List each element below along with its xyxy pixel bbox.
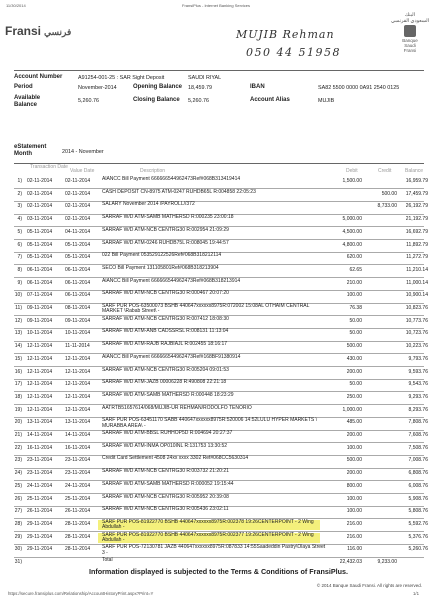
balance: 11,272.79 [406, 254, 428, 261]
description: SARF PUR POS-63500073 BSHB 440647xxxxxx8975R:072002 15:08AL OTHAIM CENTRAL MARKET \Rabab Street\ - [102, 303, 310, 315]
table-row [10, 405, 430, 417]
description: SARRAF W/D ATM-NCB CENTRG30 R:005952 20:39:08 [102, 493, 229, 500]
transaction-date: 12-11-2014 [27, 343, 53, 350]
value-date: 24-11-2014 [65, 482, 91, 489]
print-header [0, 2, 437, 10]
value-date: 23-11-2014 [65, 470, 91, 477]
debit: 800.00 [346, 482, 362, 489]
balance: 9,543.76 [408, 381, 428, 388]
value-date: 04-11-2014 [65, 228, 91, 235]
debit: 100.00 [346, 495, 362, 502]
row-number: 23) [14, 457, 22, 464]
value-date: 02-11-2014 [65, 216, 91, 223]
row-number: 27) [14, 508, 22, 515]
header-balance: Balance [405, 168, 424, 174]
transaction-date: 24-11-2014 [27, 482, 53, 489]
debit: 485.00 [346, 419, 362, 426]
transaction-date: 02-11-2014 [27, 178, 53, 184]
value-date: 26-11-2014 [65, 508, 91, 515]
transaction-date: 02-11-2014 [27, 190, 53, 197]
balance: 5,376.76 [408, 533, 428, 540]
print-date: 11/30/2014 [6, 3, 26, 8]
value-date: 06-11-2014 [65, 266, 91, 273]
value-date: 14-11-2014 [65, 432, 91, 438]
description: SECO Bill Payment 131105801Ref#068B318213904 [102, 264, 219, 271]
value-date: 11-11-2014 [65, 343, 90, 350]
transaction-date: 02-11-2014 [27, 203, 53, 210]
table-row [10, 367, 430, 379]
transaction-date: 05-11-2014 [27, 228, 53, 235]
description: AlANCC Bill Payment 666666544962473Ref#068B318213914 [102, 277, 241, 284]
value-date: 28-11-2014 [65, 533, 91, 540]
transaction-date: 10-11-2014 [27, 330, 53, 337]
balance: 26,192.79 [405, 203, 428, 210]
transaction-date: 07-11-2014 [27, 292, 53, 299]
bank-name-en-1: Banque [402, 38, 418, 43]
header-description: Description [140, 168, 166, 174]
bank-logo [389, 12, 431, 53]
balance: 16,692.79 [405, 228, 428, 235]
table-row [10, 468, 430, 480]
table-row [10, 417, 430, 429]
balance: 7,808.76 [408, 419, 428, 426]
value-date: 05-11-2014 [65, 254, 91, 261]
description: AlANCC Bill Payment 666666544962473Ref#068B313419414 [102, 176, 241, 182]
divider [14, 163, 424, 164]
handwritten-phone: 050 44 51958 [246, 46, 341, 59]
balance: 17,459.79 [405, 190, 428, 197]
table-row [10, 430, 430, 442]
value-date: 02-11-2014 [65, 178, 91, 184]
table-row [10, 392, 430, 404]
header-value-date: Value Date [70, 168, 95, 174]
description: SARRAF W/D ATM-NCB CENTRG30 R:003732 21:20:21 [102, 468, 229, 475]
opening-balance-value: 18,459.79 [188, 85, 212, 91]
row-number: 10) [14, 292, 22, 299]
table-row [10, 544, 430, 556]
description: SARRAF W/D ATM-NCB CENTRG30 R:000467 20:07:20 [102, 290, 229, 297]
debit: 76.38 [349, 305, 362, 311]
table-row [10, 214, 430, 226]
transaction-date: 12-11-2014 [27, 355, 53, 362]
table-row [10, 443, 430, 455]
transaction-date: 06-11-2014 [27, 266, 53, 273]
description: SARRAF W/D ATM-SAMB MATHERSD R:000448 18:23:29 [102, 391, 234, 398]
table-row [10, 328, 430, 340]
row-number: 8) [17, 266, 22, 273]
handwritten-name: MUJIB Rehman [236, 28, 335, 41]
row-number: 3) [17, 203, 22, 210]
balance: 5,808.76 [408, 508, 428, 515]
value-date: 12-11-2014 [65, 355, 91, 362]
balance: 10,823.76 [405, 305, 428, 311]
description: SARRAF W/D ATM-SAMB MATHERSD R:000235 23:00:18 [102, 214, 234, 221]
available-balance-label: Available Balance [14, 95, 41, 108]
transaction-date: 05-11-2014 [27, 241, 53, 248]
logo-en: Fransi [5, 24, 42, 38]
debit: 200.00 [346, 432, 362, 438]
description: 022 Bill Payment 053529122526Ref#068B318212114 [102, 252, 222, 259]
transaction-date: 23-11-2014 [27, 457, 53, 464]
row-number: 7) [17, 254, 22, 261]
description: AATRTB51657614/068/MUJIB-UR REHMAN/RODOLFO TENORIO [102, 404, 252, 411]
balance: 16,959.79 [405, 178, 428, 184]
description: Credit Card Settlement 4508 24xx xxxx 3302 Ref#068CC5630314 [102, 455, 249, 462]
row-number: 16) [14, 368, 22, 375]
balance: 9,593.76 [408, 368, 428, 375]
transaction-date: 29-11-2014 [27, 533, 53, 540]
description: SARRAF W/D ATM-NCB CENTRG30 R:005436 23:02:11 [102, 506, 229, 513]
row-number: 2) [17, 190, 22, 197]
opening-balance-label: Opening Balance [133, 84, 183, 90]
balance: 10,723.76 [405, 330, 428, 337]
period-label: Period [14, 84, 33, 90]
transaction-date: 05-11-2014 [27, 254, 53, 261]
debit: 62.65 [349, 266, 362, 273]
row-number: 22) [14, 444, 22, 451]
table-row [10, 227, 430, 239]
value-date: 06-11-2014 [65, 292, 91, 299]
description: SARRAF W/D ATM-NCB CENTRG30 R:005204 09:01:53 [102, 366, 229, 373]
header-transaction-date: Transaction Date [30, 164, 68, 170]
debit: 22,432.03 [339, 559, 362, 565]
value-date: 05-11-2014 [65, 241, 91, 248]
value-date: 02-11-2014 [65, 203, 91, 210]
transaction-date: 14-11-2014 [27, 432, 53, 438]
transaction-date: 03-11-2014 [27, 216, 53, 223]
debit: 5,000.00 [342, 216, 362, 223]
print-url: https://secure.fransiplus.com/Relationship/AccountHistoryPrint.aspx?Print=Y [8, 591, 154, 596]
description: SARF PUR POS-81922770 BSHB 440647xxxxxx8975R:002378 19:26CENTERPOINT - 2 Wing Abdullah - [102, 518, 314, 531]
description: CASH DEPOSIT CN-8975 ATM-0247 RUHDB65L R:004858 22:05:23 [102, 188, 256, 195]
value-date: 28-11-2014 [65, 546, 91, 553]
debit: 50.00 [349, 317, 362, 324]
value-date: 23-11-2014 [65, 457, 91, 464]
transaction-date: 13-11-2014 [27, 419, 53, 426]
account-alias-label: Account Alias [250, 97, 290, 103]
row-number: 6) [17, 241, 22, 248]
debit: 50.00 [349, 381, 362, 388]
balance: 7,008.76 [408, 457, 428, 464]
value-date: 12-11-2014 [65, 368, 91, 375]
description: SARF PUR POS-63451170 SABB 440647xxxxxx8975R:520006 14:52LULU HYPER MARKETS \ MURABBA AREA\ - [102, 417, 318, 429]
row-number: 26) [14, 495, 22, 502]
transaction-date: 25-11-2014 [27, 495, 53, 502]
balance: 8,293.76 [408, 406, 428, 413]
balance: 5,908.76 [408, 495, 428, 502]
bank-emblem-icon [404, 25, 416, 37]
row-number: 30) [14, 546, 22, 553]
row-number: 25) [14, 482, 22, 489]
row-number: 21) [14, 432, 22, 438]
table-row [10, 354, 430, 366]
row-number: 17) [14, 381, 22, 388]
table-row [10, 290, 430, 302]
debit: 250.00 [346, 393, 362, 400]
balance: 6,808.76 [408, 470, 428, 477]
table-row [10, 379, 430, 391]
table-row [10, 532, 430, 544]
debit: 500.00 [346, 457, 362, 464]
value-date: 12-11-2014 [65, 381, 91, 388]
bank-name-ar-1: البنك [404, 12, 416, 18]
estatement-label: eStatement Month [14, 144, 47, 157]
debit: 1,000.00 [342, 406, 362, 413]
table-row [10, 506, 430, 518]
row-number: 29) [14, 533, 22, 540]
row-number: 18) [14, 393, 22, 400]
logo-ar: فرنسي [44, 27, 72, 37]
table-row [10, 176, 430, 188]
balance: 9,793.76 [408, 355, 428, 362]
table-row [10, 519, 430, 531]
row-number: 1) [17, 178, 22, 184]
description: SARRAF W/D ATM-NCB CENTRG30 R:007412 18:08:30 [102, 315, 229, 322]
value-date: 10-11-2014 [65, 330, 91, 337]
balance: 11,000.14 [406, 279, 428, 286]
bank-name-ar-2: السعودي الفرنسي [390, 18, 430, 24]
value-date: 09-11-2014 [65, 317, 91, 324]
debit: 200.00 [346, 470, 362, 477]
debit: 500.00 [346, 343, 362, 350]
description: SARRAF W/D ATM-0246 RUHDB75L R:008045 19:44:57 [102, 239, 229, 246]
debit: 4,500.00 [342, 228, 362, 235]
row-number: 9) [17, 279, 22, 286]
estatement-month: 2014 - November [62, 149, 104, 155]
print-title: FransiPlus - Internet Banking Services [182, 3, 251, 8]
bank-name-en-3: Fransi [403, 48, 417, 53]
description: SARRAF W/D ATM-JAZB 00006228 R:490808 22:21:18 [102, 379, 227, 386]
fransi-logo [5, 24, 71, 38]
description: SARF PUR POS-81922770 BSHB 440647xxxxxx8975R:002377 19:26CENTERPOINT - 2 Wing Abdullah - [102, 531, 314, 543]
credit: 9,233.00 [377, 559, 397, 565]
account-alias-value: MUJIB [318, 98, 335, 104]
balance: 10,773.76 [405, 317, 428, 324]
table-row [10, 303, 430, 315]
account-number-label: Account Number [14, 74, 63, 80]
row-number: 31) [14, 559, 22, 565]
debit: 1,500.00 [342, 178, 362, 184]
row-number: 11) [15, 305, 22, 311]
debit: 200.00 [346, 368, 362, 375]
value-date: 12-11-2014 [65, 393, 91, 400]
table-row [10, 240, 430, 252]
table-row [10, 341, 430, 353]
debit: 216.00 [346, 533, 362, 540]
table-row [10, 316, 430, 328]
row-number: 5) [17, 228, 22, 235]
closing-balance-label: Closing Balance [133, 97, 180, 103]
transaction-date: 12-11-2014 [27, 368, 53, 375]
currency-value: SAUDI RIYAL [188, 75, 222, 81]
transaction-date: 23-11-2014 [27, 470, 53, 477]
header-credit: Credit [378, 168, 392, 174]
balance: 5,260.76 [408, 546, 428, 553]
table-row [10, 494, 430, 506]
debit: 100.00 [346, 292, 362, 299]
account-number-value: A91254-001-25 : SAR Sight Deposit [78, 75, 165, 81]
credit: 500.00 [381, 190, 397, 197]
credit: 8,733.00 [377, 203, 397, 210]
balance: 11,210.14 [406, 266, 428, 273]
transaction-date: 16-11-2014 [27, 444, 53, 451]
value-date: 06-11-2014 [65, 279, 91, 286]
balance: 11,892.79 [406, 241, 428, 248]
table-row [10, 265, 430, 277]
header-debit: Debit [346, 168, 358, 174]
table-row [10, 201, 430, 213]
value-date: 25-11-2014 [65, 495, 91, 502]
debit: 100.00 [346, 508, 362, 515]
description: SARRAF W/D ATM-NCB CENTRG30 R:002954 21:09:29 [102, 226, 229, 233]
debit: 430.00 [346, 355, 362, 362]
row-number: 12) [14, 317, 22, 324]
debit: 100.00 [346, 444, 362, 451]
balance: 6,008.76 [408, 482, 428, 489]
table-row [10, 189, 430, 201]
value-date: 08-11-2014 [65, 305, 91, 311]
description: SARRAF W/D ATM-SAMB MATHERSD R:000052 19:15:44 [102, 480, 234, 487]
transaction-date: 09-11-2014 [27, 317, 53, 324]
value-date: 13-11-2014 [65, 419, 91, 426]
description: SALARY November 2014 /PAYROLL//372 [102, 201, 195, 208]
row-number: 4) [17, 216, 22, 223]
iban-value: SA82 5500 0000 0A91 2540 0125 [318, 85, 400, 91]
balance: 9,293.76 [408, 393, 428, 400]
balance: 10,900.14 [405, 292, 428, 299]
transaction-date: 12-11-2014 [27, 406, 53, 413]
copyright: © 2014 Banque Saudi Fransi. All rights are reserved. [316, 583, 422, 588]
table-row [10, 252, 430, 264]
table-row [10, 278, 430, 290]
debit: 620.00 [346, 254, 362, 261]
description: SARRAF W/D ATM-RAJB RAJBIAJL R:002455 18:16:17 [102, 341, 228, 348]
value-date: 16-11-2014 [65, 444, 91, 451]
value-date: 02-11-2014 [65, 190, 91, 197]
description: SARRAF W/D ATM-ANB CADSSRSL R:008131 11:13:04 [102, 328, 229, 335]
description: SARRAF W/D ATM-BBSL RUHHOP5D R:004694 20:27:37 [102, 430, 233, 436]
row-number: 24) [14, 470, 22, 477]
debit: 210.00 [346, 279, 362, 286]
debit: 116.00 [347, 546, 362, 553]
terms-notice: Information displayed is subjected to the Terms & Conditions of FransiPlus. [88, 567, 349, 576]
bank-name-en-2: Saudi [404, 43, 416, 48]
row-number: 28) [14, 520, 22, 527]
balance: 7,508.76 [408, 444, 428, 451]
row-number: 13) [14, 330, 22, 337]
transaction-date: 29-11-2014 [27, 546, 53, 553]
table-row [10, 481, 430, 493]
period-value: November-2014 [78, 85, 117, 91]
debit: 50.00 [349, 330, 362, 337]
transaction-date: 09-11-2014 [27, 305, 53, 311]
balance: 7,608.76 [408, 432, 428, 438]
balance: 10,223.76 [405, 343, 428, 350]
description: AlANCC Bill Payment 666666544962473Ref#168BF91380914 [102, 353, 241, 360]
iban-label: IBAN [250, 84, 265, 90]
row-number: 14) [14, 343, 22, 350]
available-balance-value: 5,260.76 [78, 98, 99, 104]
table-row [10, 455, 430, 467]
transaction-date: 12-11-2014 [27, 393, 53, 400]
row-number: 15) [14, 355, 22, 362]
closing-balance-value: 5,260.76 [188, 98, 209, 104]
value-date: 12-11-2014 [65, 406, 91, 413]
value-date: 28-11-2014 [65, 520, 91, 527]
description: SARF PUR POS-72130781 JAZB 440647xxxxxx8975R:087833 14:55Saadeddin Pastry\Olaya Street 3 - [102, 544, 326, 556]
row-number: 20) [14, 419, 22, 426]
transaction-date: 26-11-2014 [27, 508, 53, 515]
description: Total [102, 557, 113, 563]
divider [14, 70, 424, 71]
transaction-date: 06-11-2014 [27, 279, 53, 286]
page-number: 1/1 [413, 591, 419, 596]
balance: 21,192.79 [405, 216, 428, 223]
balance: 5,592.76 [408, 520, 428, 527]
debit: 216.00 [346, 520, 362, 527]
row-number: 19) [14, 406, 22, 413]
transaction-date: 12-11-2014 [27, 381, 53, 388]
debit: 4,800.00 [342, 241, 362, 248]
transaction-date: 29-11-2014 [27, 520, 53, 527]
description: SARRAF W/D ATM-INMA OP010INL R:131753 13:30:52 [102, 442, 228, 449]
